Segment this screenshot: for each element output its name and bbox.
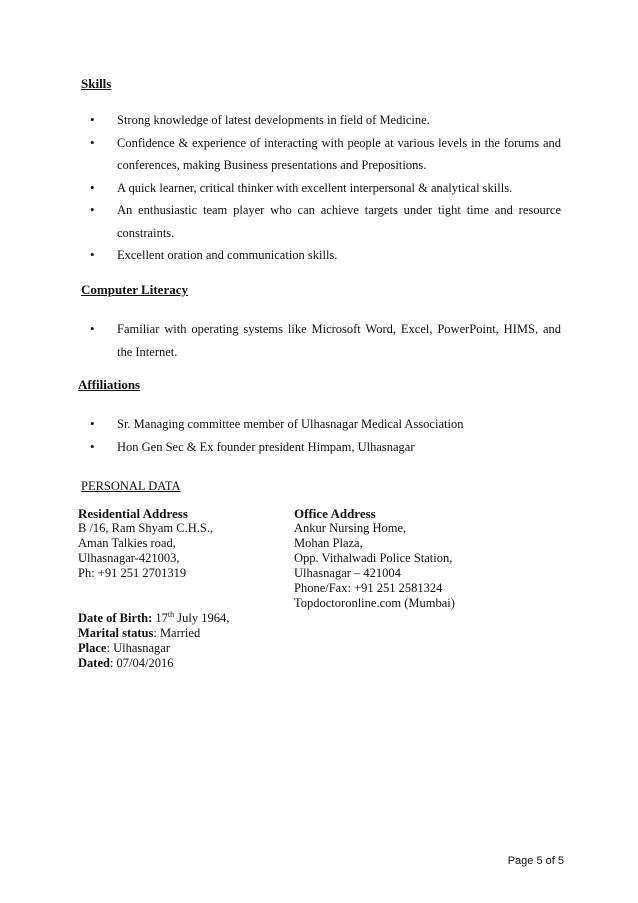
date-of-birth-day: 17 [155, 611, 168, 625]
office-address [294, 506, 455, 611]
office-address-line: Mohan Plaza, [294, 536, 363, 550]
personal-details [78, 611, 229, 671]
computer-literacy-list [117, 318, 561, 363]
computer-literacy-heading: Computer Literacy [81, 282, 188, 297]
skills-list [117, 109, 561, 267]
residential-address-line: B /16, Ram Shyam C.H.S., [78, 521, 214, 535]
page-number: Page 5 of 5 [507, 855, 564, 867]
list-item: • A quick learner, critical thinker with excellent interpersonal & analytical skills. [117, 177, 561, 200]
affiliations-list [117, 413, 561, 458]
dated [78, 656, 229, 671]
list-item: • Familiar with operating systems like Microsoft Word, Excel, PowerPoint, HIMS, and the Internet. [117, 318, 561, 363]
date-of-birth-rest: July 1964, [174, 611, 230, 625]
office-website: Topdoctoronline.com (Mumbai) [294, 596, 455, 610]
dated-value: : 07/04/2016 [109, 656, 174, 670]
list-item: • Confidence & experience of interacting with people at various levels in the forums and conferences, making Business presentations and Prepositions. [117, 132, 561, 177]
marital-status [78, 626, 229, 641]
skills-heading: Skills [81, 76, 112, 91]
list-item: • Excellent oration and communication skills. [117, 244, 561, 267]
personal-data-heading: PERSONAL DATA [81, 479, 181, 493]
marital-status-label: Marital status [78, 626, 154, 640]
residential-phone: Ph: +91 251 2701319 [78, 566, 187, 580]
date-of-birth [78, 611, 229, 626]
date-of-birth-suffix: th [167, 609, 175, 619]
office-address-line: Ankur Nursing Home, [294, 521, 407, 535]
place [78, 641, 229, 656]
place-label: Place [78, 641, 107, 655]
marital-status-value: : Married [153, 626, 201, 640]
office-address-line: Ulhasnagar – 421004 [294, 566, 401, 580]
list-item: • An enthusiastic team player who can achieve targets under tight time and resource constraints. [117, 199, 561, 244]
office-address-title: Office Address [294, 506, 376, 521]
dated-label: Dated [78, 656, 110, 670]
place-value: : Ulhasnagar [106, 641, 170, 655]
affiliations-heading: Affiliations [78, 377, 141, 392]
residential-address [78, 506, 213, 581]
residential-address-line: Aman Talkies road, [78, 536, 176, 550]
list-item: • Strong knowledge of latest developments in field of Medicine. [117, 109, 561, 132]
list-item: • Hon Gen Sec & Ex founder president Himpam, Ulhasnagar [117, 436, 561, 459]
office-phone-fax: Phone/Fax: +91 251 2581324 [294, 581, 443, 595]
office-address-line: Opp. Vithalwadi Police Station, [294, 551, 453, 565]
list-item: • Sr. Managing committee member of Ulhasnagar Medical Association [117, 413, 561, 436]
date-of-birth-label: Date of Birth: [78, 611, 153, 625]
residential-address-line: Ulhasnagar-421003, [78, 551, 180, 565]
residential-address-title: Residential Address [78, 506, 188, 521]
